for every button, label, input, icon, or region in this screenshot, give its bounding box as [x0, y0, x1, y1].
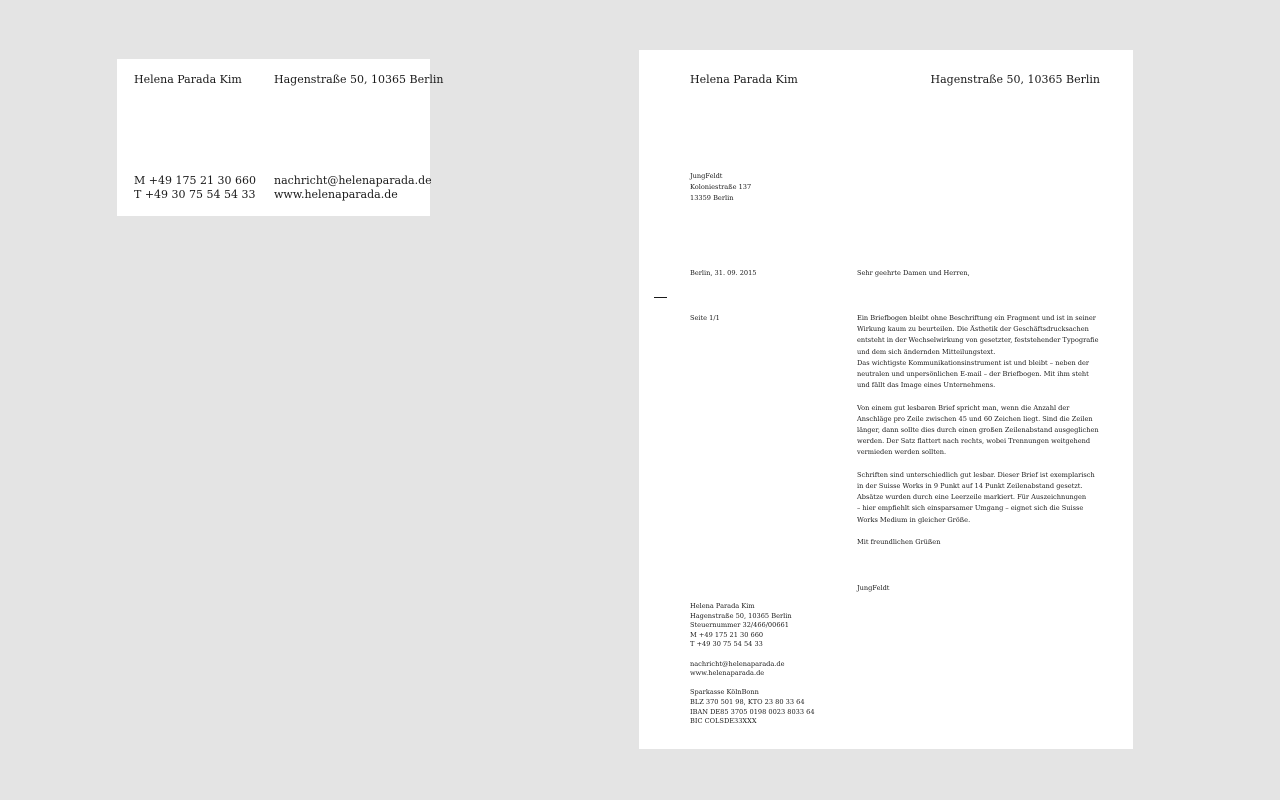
recipient-line: 13359 Berlin — [690, 194, 734, 203]
footer-line: Sparkasse KölnBonn — [690, 688, 759, 697]
letter-sender-name: Helena Parada Kim — [690, 73, 798, 86]
body-line: Works Medium in gleicher Größe. — [857, 515, 971, 524]
footer-line: nachricht@helenaparada.de — [690, 659, 785, 668]
letter-salutation: Sehr geehrte Damen und Herren, — [857, 269, 970, 277]
body-line: Absätze wurden durch eine Leerzeile markiert. Für Auszeichnungen — [857, 493, 1087, 502]
body-line: länger, dann sollte dies durch einen großen Zeilenabstand ausgeglichen — [857, 426, 1099, 435]
body-line: Ein Briefbogen bleibt ohne Beschriftung ein Fragment und ist in seiner — [857, 314, 1096, 322]
body-line: entsteht in der Wechselwirkung von gesetzter, feststehender Typografie — [857, 336, 1099, 345]
body-line: vermieden werden sollten. — [857, 448, 947, 457]
card-email: nachricht@helenaparada.de — [274, 174, 432, 187]
body-line: Wirkung kaum zu beurteilen. Die Ästhetik der Geschäftsdrucksachen — [857, 325, 1089, 334]
letterhead-page — [639, 50, 1133, 749]
footer-line: M +49 175 21 30 660 — [690, 630, 764, 639]
card-website: www.helenaparada.de — [274, 188, 398, 201]
card-phone: T +49 30 75 54 54 33 — [134, 188, 256, 201]
body-line: Schriften sind unterschiedlich gut lesbar. Dieser Brief ist exemplarisch — [857, 470, 1095, 479]
body-line: – hier empfiehlt sich einsparsamer Umgang – eignet sich die Suisse — [857, 504, 1084, 513]
card-mobile: M +49 175 21 30 660 — [134, 174, 256, 187]
recipient-line: Koloniestraße 137 — [690, 183, 752, 192]
body-line: werden. Der Satz flattert nach rechts, wobei Trennungen weitgehend — [857, 437, 1091, 446]
body-line: Anschläge pro Zeile zwischen 45 und 60 Zeichen liegt. Sind die Zeilen — [857, 414, 1093, 423]
body-line: Das wichtigste Kommunikationsinstrument ist und bleibt – neben der — [857, 358, 1090, 367]
fold-mark — [654, 297, 667, 298]
recipient-line: JungFeldt — [690, 172, 723, 180]
footer-line: T +49 30 75 54 54 33 — [690, 640, 763, 649]
body-line: und dem sich ändernden Mitteilungstext. — [857, 347, 996, 356]
footer-line: Hagenstraße 50, 10365 Berlin — [690, 611, 792, 620]
body-line: in der Suisse Works in 9 Punkt auf 14 Punkt Zeilenabstand gesetzt. — [857, 482, 1083, 491]
letter-footer — [690, 602, 815, 727]
letter-date: Berlin, 31. 09. 2015 — [690, 269, 757, 277]
body-line: neutralen und unpersönlichen E-mail – der Briefbogen. Mit ihm steht — [857, 370, 1089, 379]
body-line: Von einem gut lesbaren Brief spricht man, wenn die Anzahl der — [857, 403, 1070, 412]
card-name: Helena Parada Kim — [134, 73, 242, 86]
page-number: Seite 1/1 — [690, 314, 720, 322]
footer-line: BIC COLSDE33XXX — [690, 717, 757, 726]
footer-line: Helena Parada Kim — [690, 602, 755, 610]
footer-line: BLZ 370 501 98, KTO 23 80 33 64 — [690, 697, 805, 706]
body-line: und fällt das Image eines Unternehmens. — [857, 381, 996, 390]
letter-closing: Mit freundlichen Grüßen — [857, 538, 941, 547]
footer-line: IBAN DE85 3705 0198 0023 8033 64 — [690, 707, 815, 716]
card-address: Hagenstraße 50, 10365 Berlin — [274, 73, 444, 86]
business-card — [117, 59, 444, 216]
letter-signature: JungFeldt — [857, 584, 890, 592]
footer-line: www.helenaparada.de — [690, 669, 765, 678]
footer-line: Steuernummer 32/466/00661 — [690, 621, 789, 630]
letter-body — [857, 313, 1099, 548]
letter-sender-address: Hagenstraße 50, 10365 Berlin — [930, 73, 1100, 86]
recipient-address — [690, 171, 751, 205]
